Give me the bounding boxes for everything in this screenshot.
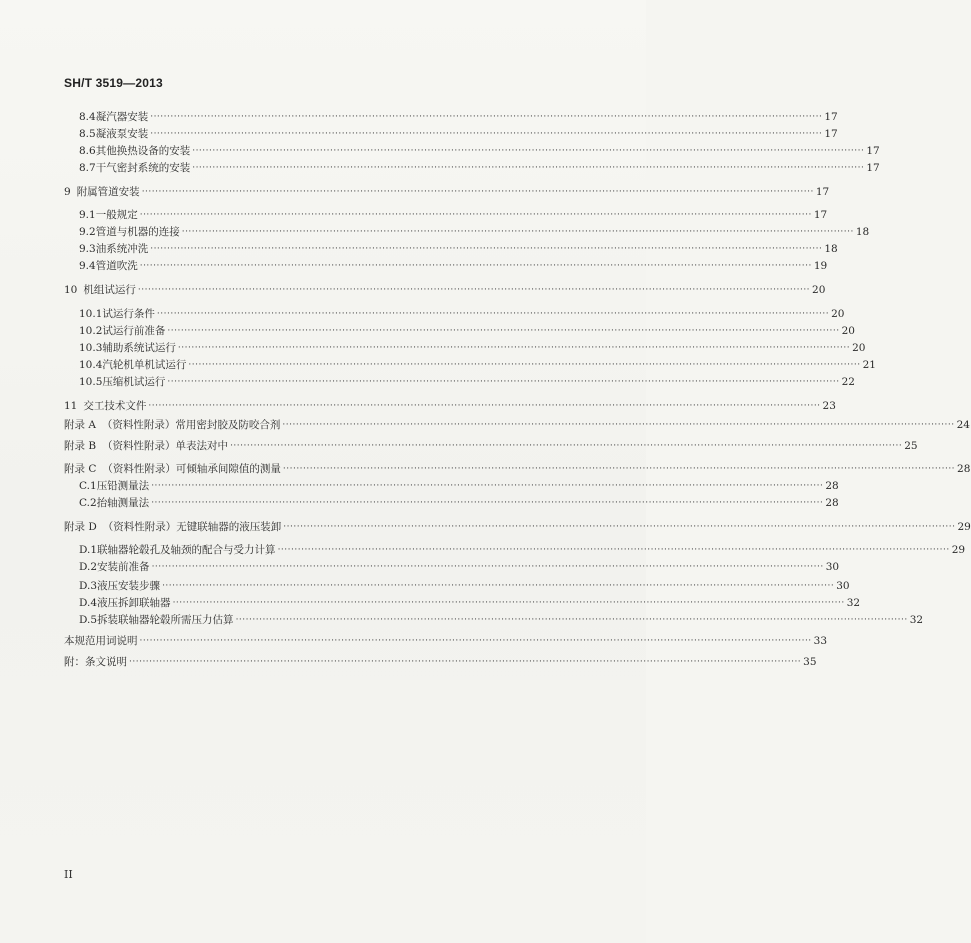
toc-entry[interactable] (79, 356, 876, 372)
toc-entry-number: 8.4 (79, 111, 96, 123)
page-number: II (64, 868, 73, 881)
toc-entry[interactable] (79, 240, 838, 256)
toc-entry-page: 18 (824, 243, 838, 255)
toc-leader-dots: ········································································································································································································ (181, 227, 854, 237)
toc-entry[interactable] (79, 125, 838, 141)
toc-entry-page: 17 (815, 186, 830, 198)
toc-entry[interactable] (79, 206, 828, 222)
toc-entry[interactable] (79, 558, 840, 574)
toc-entry-page: 17 (813, 209, 828, 221)
toc-entry-title: 凝汽器安装 (95, 111, 149, 123)
toc-entry-page: 20 (852, 342, 866, 354)
toc-entry-page: 28 (957, 463, 971, 475)
toc-entry-page: 32 (909, 614, 924, 626)
toc-entry-title: 联轴器轮毂孔及轴颈的配合与受力计算 (97, 544, 276, 556)
toc-entry-number: 9.1 (79, 209, 96, 221)
toc-entry-title: 压缩机试运行 (102, 376, 166, 388)
toc-entry-page: 20 (841, 325, 855, 337)
toc-entry-title: （资料性附录）常用密封胶及防咬合剂 (101, 419, 281, 431)
toc-leader-dots: ········································································································································································································ (156, 309, 830, 319)
toc-entry-number: 8.5 (79, 128, 96, 140)
toc-entry-number: 8.7 (79, 162, 96, 174)
toc-entry-title: 压铅测量法 (96, 480, 150, 492)
toc-entry-title: 液压拆卸联轴器 (97, 597, 171, 609)
toc-entry-title: 抬轴测量法 (96, 497, 150, 509)
toc-entry[interactable] (64, 437, 918, 453)
toc-entry[interactable] (64, 460, 971, 476)
toc-entry-page: 32 (846, 597, 861, 609)
toc-entry-page: 17 (866, 162, 880, 174)
toc-entry-title: 安装前准备 (97, 561, 150, 573)
toc-entry[interactable] (64, 183, 830, 199)
toc-entry-title: （资料性附录）单表法对中 (102, 440, 229, 452)
toc-entry-number: D.1 (79, 544, 98, 556)
toc-entry-page: 17 (824, 128, 838, 140)
toc-entry-number: C.1 (79, 480, 97, 492)
toc-entry-number: 10.1 (79, 308, 103, 320)
toc-entry-page: 17 (866, 145, 880, 157)
toc-entry-title: 本规范用词说明 (64, 635, 138, 647)
toc-entry[interactable] (79, 594, 861, 610)
toc-entry-title: 油系统冲洗 (95, 243, 149, 255)
toc-leader-dots: ········································································································································································································ (192, 163, 865, 173)
toc-leader-dots: ········································································································································································································ (139, 261, 812, 271)
toc-entry[interactable] (79, 305, 845, 321)
toc-entry-title: 附属管道安装 (76, 186, 140, 198)
toc-entry-page: 19 (813, 260, 828, 272)
toc-leader-dots: ········································································································································································································ (282, 420, 955, 430)
toc-entry[interactable] (64, 416, 970, 432)
toc-entry-page: 25 (904, 440, 918, 452)
toc-entry-page: 28 (825, 480, 839, 492)
toc-entry-number: 8.6 (79, 145, 96, 157)
toc-leader-dots: ········································································································································································································ (177, 343, 851, 353)
toc-entry[interactable] (79, 477, 839, 493)
toc-entry[interactable] (79, 494, 839, 510)
toc-leader-dots: ········································································································································································································ (129, 657, 802, 667)
toc-leader-dots: ········································································································································································································ (139, 210, 812, 220)
toc-entry-page: 24 (956, 419, 970, 431)
toc-entry-title: 液压安装步骤 (97, 580, 161, 592)
toc-entry[interactable] (79, 257, 828, 273)
toc-entry-number: 10.2 (79, 325, 103, 337)
toc-entry-title: 管道与机器的连接 (95, 226, 180, 238)
toc-entry[interactable] (64, 397, 836, 413)
toc-entry-page: 17 (824, 111, 838, 123)
toc-leader-dots: ········································································································································································································ (230, 441, 903, 451)
document-code: SH/T 3519—2013 (64, 76, 163, 90)
toc-entry-title: 干气密封系统的安装 (95, 162, 191, 174)
toc-entry[interactable] (79, 322, 855, 338)
toc-leader-dots: ········································································································································································································ (141, 187, 814, 197)
toc-entry-title: 试运行前准备 (102, 325, 166, 337)
toc-entry-page: 33 (813, 635, 828, 647)
toc-entry-page: 29 (951, 544, 966, 556)
toc-entry-number: 11 (64, 400, 78, 412)
toc-entry[interactable] (79, 142, 880, 158)
toc-entry[interactable] (79, 339, 866, 355)
toc-entry[interactable] (79, 373, 855, 389)
toc-entry-number: 附录 C (64, 463, 97, 475)
toc-entry-page: 30 (836, 580, 850, 592)
toc-entry-page: 30 (825, 561, 840, 573)
toc-entry-number: 附录 B (64, 440, 97, 452)
toc-entry[interactable] (79, 541, 966, 557)
toc-entry-number: 9.4 (79, 260, 96, 272)
toc-leader-dots: ········································································································································································································ (188, 360, 861, 370)
toc-entry-number: 9 (64, 186, 71, 198)
toc-entry-title: 机组试运行 (83, 284, 136, 296)
toc-entry-number: 附录 A (64, 419, 96, 431)
toc-entry-title: 凝液泵安装 (95, 128, 149, 140)
toc-entry[interactable] (64, 518, 971, 534)
toc-entry-title: 附：条文说明 (64, 656, 127, 668)
toc-leader-dots: ········································································································································································································ (172, 598, 845, 608)
toc-leader-dots: ········································································································································································································ (167, 377, 840, 387)
toc-entry[interactable] (79, 159, 880, 175)
toc-leader-dots: ········································································································································································································ (137, 285, 811, 295)
toc-leader-dots: ········································································································································································································ (151, 562, 824, 572)
toc-entry-title: （资料性附录）可倾轴承间隙值的测量 (102, 463, 281, 475)
toc-entry-page: 35 (803, 656, 817, 668)
toc-entry-number: 9.2 (79, 226, 96, 238)
toc-entry-page: 20 (831, 308, 845, 320)
toc-entry-number: 10.4 (79, 359, 103, 371)
toc-entry-number: 10.3 (79, 342, 103, 354)
toc-entry-number: 附录 D (64, 521, 97, 533)
toc-leader-dots: ········································································································································································································ (139, 636, 812, 646)
toc-entry-title: 辅助系统试运行 (102, 342, 176, 354)
toc-entry-number: D.4 (79, 597, 98, 609)
toc-leader-dots: ········································································································································································································ (167, 326, 840, 336)
toc-entry-number: D.5 (79, 614, 98, 626)
toc-leader-dots: ········································································································································································································ (283, 522, 956, 532)
toc-entry-title: 汽轮机单机试运行 (102, 359, 187, 371)
toc-entry[interactable] (79, 577, 850, 593)
toc-entry[interactable] (79, 223, 870, 239)
toc-leader-dots: ········································································································································································································ (150, 244, 823, 254)
toc-entry-number: D.3 (79, 580, 98, 592)
toc-entry-number: C.2 (79, 497, 97, 509)
toc-entry-page: 22 (841, 376, 855, 388)
toc-entry-title: 拆装联轴器轮毂所需压力估算 (97, 614, 234, 626)
toc-entry-title: 试运行条件 (102, 308, 155, 320)
toc-entry-page: 23 (822, 400, 836, 412)
toc-entry-page: 28 (825, 497, 839, 509)
toc-entry-number: 9.3 (79, 243, 96, 255)
toc-leader-dots: ········································································································································································································ (150, 129, 823, 139)
toc-entry-number: 10.5 (79, 376, 103, 388)
toc-leader-dots: ········································································································································································································ (192, 146, 865, 156)
toc-entry-page: 20 (812, 284, 826, 296)
toc-leader-dots: ········································································································································································································ (235, 615, 908, 625)
toc-entry-page: 18 (855, 226, 870, 238)
toc-entry[interactable] (64, 653, 817, 669)
toc-entry-number: 10 (64, 284, 78, 296)
toc-entry-page: 21 (862, 359, 876, 371)
toc-leader-dots: ········································································································································································································ (151, 481, 824, 491)
toc-leader-dots: ········································································································································································································ (150, 112, 823, 122)
toc-entry[interactable] (64, 632, 828, 648)
toc-entry[interactable] (79, 108, 838, 124)
toc-entry-title: 交工技术文件 (83, 400, 147, 412)
toc-entry[interactable] (64, 281, 826, 297)
toc-leader-dots: ········································································································································································································ (282, 464, 956, 474)
toc-entry-title: 管道吹洗 (95, 260, 138, 272)
toc-entry-title: （资料性附录）无键联轴器的液压装卸 (102, 521, 282, 533)
toc-leader-dots: ········································································································································································································ (277, 545, 950, 555)
toc-entry-page: 29 (957, 521, 971, 533)
toc-entry-title: 一般规定 (95, 209, 138, 221)
toc-entry-number: D.2 (79, 561, 98, 573)
toc-leader-dots: ········································································································································································································ (148, 401, 821, 411)
toc-leader-dots: ········································································································································································································ (151, 498, 824, 508)
toc-entry[interactable] (79, 611, 924, 627)
toc-leader-dots: ········································································································································································································ (162, 581, 835, 591)
toc-entry-title: 其他换热设备的安装 (95, 145, 191, 157)
